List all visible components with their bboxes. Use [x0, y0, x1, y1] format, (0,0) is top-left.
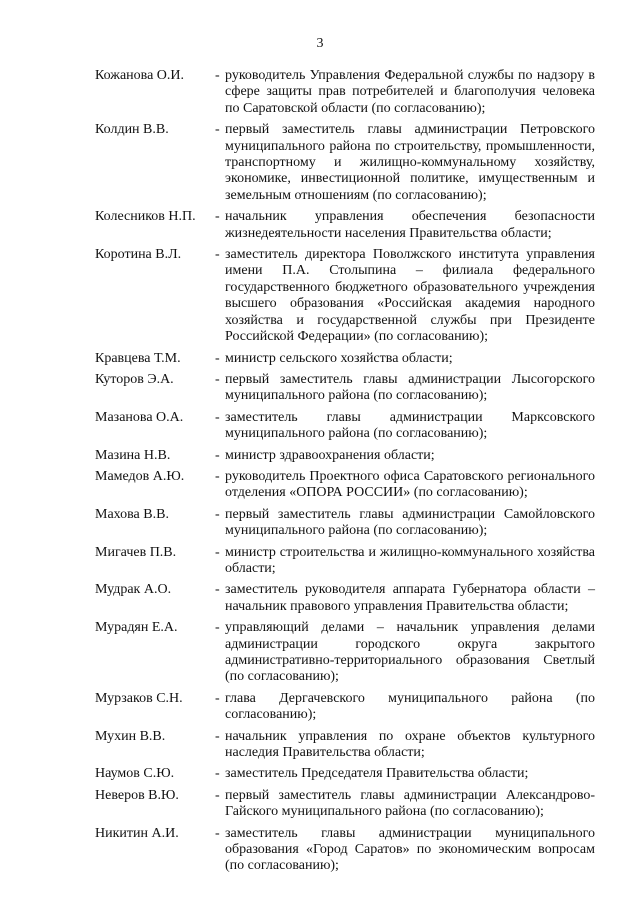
list-item	[95, 372, 595, 405]
list-item	[95, 729, 595, 762]
dash: -	[215, 350, 220, 366]
position-description: глава Дергачевского муниципального района (по согласованию);	[225, 690, 595, 723]
position-description: первый заместитель главы администрации Лысогорского муниципального района (по согласованию);	[225, 371, 595, 404]
person-name: Махова В.В.	[95, 506, 169, 522]
person-name: Неверов В.Ю.	[95, 787, 179, 803]
dash: -	[215, 371, 220, 387]
dash: -	[215, 787, 220, 803]
list-item	[95, 826, 595, 875]
dash: -	[215, 728, 220, 744]
list-item	[95, 788, 595, 821]
list-item	[95, 448, 595, 464]
dash: -	[215, 447, 220, 463]
dash: -	[215, 209, 220, 225]
dash: -	[215, 620, 220, 636]
position-description: первый заместитель главы администрации Александрово-Гайского муниципального района (по согласованию);	[225, 787, 595, 820]
list-item	[95, 691, 595, 724]
person-name: Колесников Н.П.	[95, 209, 196, 225]
dash: -	[215, 582, 220, 598]
list-item	[95, 545, 595, 578]
position-description: руководитель Управления Федеральной службы по надзору в сфере защиты прав потребителей и благополучия человека по Саратовской области (по согласованию);	[225, 68, 595, 116]
person-name: Кравцева Т.М.	[95, 350, 181, 366]
list-item	[95, 209, 595, 242]
dash: -	[215, 247, 220, 263]
list-item	[95, 766, 595, 782]
dash: -	[215, 68, 220, 83]
member-list	[95, 68, 595, 880]
dash: -	[215, 409, 220, 425]
position-description: заместитель главы администрации муниципального образования «Город Саратов» по экономическим вопросам (по согласованию);	[225, 825, 595, 874]
person-name: Наумов С.Ю.	[95, 766, 175, 782]
position-description: первый заместитель главы администрации Самойловского муниципального района (по согласованию);	[225, 506, 595, 539]
person-name: Мазина Н.В.	[95, 447, 171, 463]
position-description: министр сельского хозяйства области;	[225, 350, 453, 366]
position-description: заместитель руководителя аппарата Губернатора области – начальник правового управления Правительства области;	[225, 582, 595, 614]
person-name: Мухин В.В.	[95, 728, 166, 744]
list-item	[95, 351, 595, 367]
dash: -	[215, 766, 220, 782]
person-name: Мамедов А.Ю.	[95, 468, 185, 484]
person-name: Никитин А.И.	[95, 825, 179, 841]
position-description: заместитель Председателя Правительства области;	[225, 766, 529, 782]
person-name: Мурзаков С.Н.	[95, 690, 183, 706]
person-name: Куторов Э.А.	[95, 371, 174, 387]
list-item	[95, 620, 595, 686]
person-name: Мазанова О.А.	[95, 409, 184, 425]
person-name: Мурадян Е.А.	[95, 620, 178, 636]
position-description: заместитель директора Поволжского института управления имени П.А. Столыпина – филиала федерального государственного бюджетного образовательного учреждения высшего образования «Российская академия народного хозяйства и государственной службы при Президенте Российской Федерации» (по согласованию);	[225, 247, 595, 345]
dash: -	[215, 468, 220, 484]
person-name: Коротина В.Л.	[95, 247, 182, 263]
list-item	[95, 410, 595, 443]
list-item	[95, 247, 595, 345]
position-description: министр строительства и жилищно-коммунального хозяйства области;	[225, 544, 595, 576]
dash: -	[215, 690, 220, 706]
dash: -	[215, 506, 220, 522]
person-name: Мигачев П.В.	[95, 544, 177, 560]
list-item	[95, 469, 595, 502]
list-item	[95, 507, 595, 540]
position-description: заместитель главы администрации Марксовского муниципального района (по согласованию);	[225, 409, 595, 442]
list-item	[95, 582, 595, 615]
list-item	[95, 68, 595, 117]
person-name: Мудрак А.О.	[95, 582, 172, 598]
page-number: 3	[316, 36, 324, 51]
dash: -	[215, 544, 220, 560]
position-description: управляющий делами – начальник управления делами администрации городского округа закрытого административно-территориального образования Светлый (по согласованию);	[225, 620, 595, 685]
position-description: руководитель Проектного офиса Саратовского регионального отделения «ОПОРА РОССИИ» (по согласованию);	[225, 468, 595, 501]
list-item	[95, 122, 595, 204]
position-description: министр здравоохранения области;	[225, 447, 435, 463]
person-name: Кожанова О.И.	[95, 68, 185, 83]
dash: -	[215, 825, 220, 841]
person-name: Колдин В.В.	[95, 122, 169, 138]
position-description: начальник управления обеспечения безопасности жизнедеятельности населения Правительства области;	[225, 209, 595, 241]
dash: -	[215, 122, 220, 138]
position-description: начальник управления по охране объектов культурного наследия Правительства области;	[225, 728, 595, 761]
position-description: первый заместитель главы администрации Петровского муниципального района по строительству, промышленности, транспортному и жилищно-коммунальному хозяйству, экономике, инвестиционной политике, имущественным и земельным отношениям (по согласованию);	[225, 122, 595, 203]
